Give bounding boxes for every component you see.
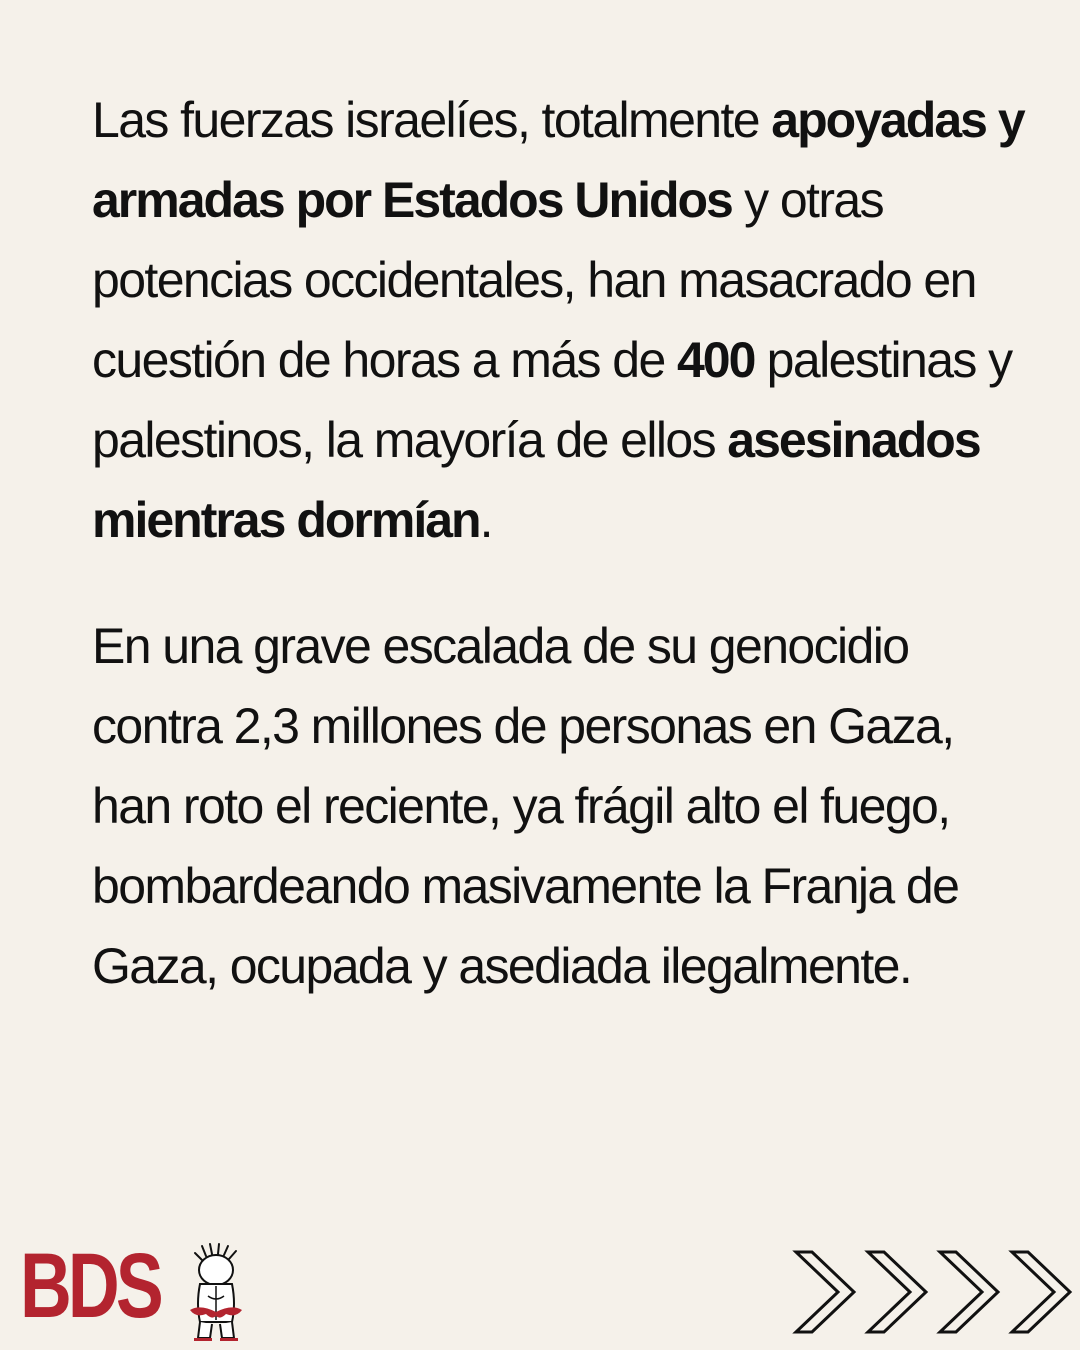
text-span: Las fuerzas israelíes, totalmente <box>92 92 772 148</box>
paragraph-1 <box>92 80 1032 560</box>
chevron-right-icon <box>940 1252 998 1332</box>
bold-text: asesinados mientras dormían <box>92 412 980 548</box>
logo-text: BDS <box>20 1235 160 1337</box>
paragraph-2: En una grave escalada de su genocidio contra 2,3 millones de personas en Gaza, han roto el reciente, ya frágil alto el fuego, bombardeando masivamente la Franja de Gaza, ocupada y asediada ilegalmente. <box>92 618 959 994</box>
next-arrows[interactable] <box>790 1248 1080 1336</box>
text-span: y otras potencias occidentales, han masacrado en cuestión de horas a más de <box>92 172 976 388</box>
chevron-right-icon <box>1012 1252 1070 1332</box>
text-span: . <box>479 492 492 548</box>
text-span: palestinas y palestinos, la mayoría de ellos <box>92 332 1012 468</box>
footer <box>0 1230 1080 1350</box>
handala-icon <box>176 1242 256 1342</box>
bds-logo <box>20 1235 240 1342</box>
bold-number: 400 <box>676 332 755 388</box>
bold-text: apoyadas y armadas por Estados Unidos <box>92 92 1024 228</box>
main-content <box>92 80 1032 1006</box>
chevron-right-icon <box>868 1252 926 1332</box>
chevron-right-icon <box>796 1252 854 1332</box>
